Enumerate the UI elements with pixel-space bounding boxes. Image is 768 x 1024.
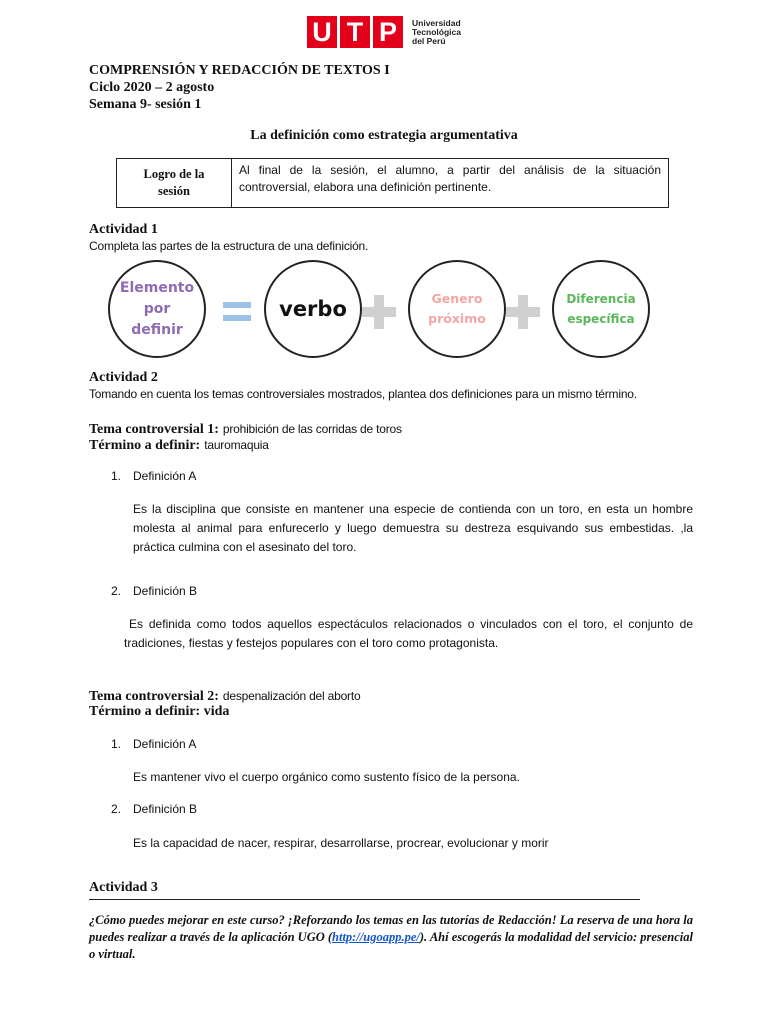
actividad-2-instruction: Tomando en cuenta los temas controversiales mostrados, plantea dos definiciones para un mismo término. bbox=[89, 387, 637, 401]
circle-4-line-2: específica bbox=[567, 312, 635, 326]
tema-1-def-b-item bbox=[111, 584, 197, 598]
footer-note bbox=[89, 912, 693, 963]
tema-1-def-a-title: Definición A bbox=[133, 469, 197, 483]
tema-2-def-a-text: Es mantener vivo el cuerpo orgánico como sustento físico de la persona. bbox=[133, 770, 520, 784]
circle-1-line-2: por bbox=[143, 300, 171, 317]
tema-2-def-a-title: Definición A bbox=[133, 737, 197, 751]
list-number: 1. bbox=[111, 737, 122, 751]
tema-2-def-b-item bbox=[111, 802, 197, 816]
list-number: 2. bbox=[111, 584, 122, 598]
tema-1-value: prohibición de las corridas de toros bbox=[222, 422, 402, 436]
logo-letter-t: T bbox=[340, 16, 370, 48]
cycle-line: Ciclo 2020 – 2 agosto bbox=[89, 80, 215, 95]
logo-letter-p: P bbox=[373, 16, 403, 48]
circle-4-line-1: Diferencia bbox=[566, 292, 636, 306]
tema-2-def-a-item bbox=[111, 737, 196, 751]
tema-2-line bbox=[89, 687, 360, 705]
termino-2-line: Término a definir: vida bbox=[89, 704, 230, 719]
circle-1-line-3: definir bbox=[131, 321, 183, 338]
circle-verbo: verbo bbox=[264, 260, 362, 358]
logro-label-line-1: Logro de la bbox=[143, 167, 205, 181]
logro-text: Al final de la sesión, el alumno, a partir del análisis de la situación controversial, elabora una definición pertinente. bbox=[239, 163, 661, 194]
list-number: 1. bbox=[111, 469, 122, 483]
actividad-3-heading: Actividad 3 bbox=[89, 880, 158, 895]
logo-line-1: Universidad bbox=[412, 17, 461, 28]
circle-diferencia-especifica bbox=[552, 260, 650, 358]
plus-sign-1-v bbox=[374, 295, 384, 329]
circle-genero-proximo bbox=[408, 260, 506, 358]
circle-3-line-2: próximo bbox=[428, 311, 486, 326]
logo-letter-u: U bbox=[307, 16, 337, 48]
actividad-2-heading: Actividad 2 bbox=[89, 370, 158, 385]
tema-1-def-a-text: Es la disciplina que consiste en mantener una especie de contienda con un toro, en esta un hombre molesta al animal para enfurecerlo y luego demuestra su destreza esquivando sus embestidas. ,la práctica culmina con el asesinato del toro. bbox=[133, 502, 693, 554]
equals-sign-top bbox=[223, 302, 251, 308]
tema-1-def-b-title: Definición B bbox=[133, 584, 198, 598]
termino-1-value: tauromaquia bbox=[204, 438, 269, 452]
logo-line-3: del Perú bbox=[412, 35, 446, 46]
actividad-1-instruction: Completa las partes de la estructura de una definición. bbox=[89, 239, 369, 253]
tema-1-def-b-text: Es definida como todos aquellos espectáculos relacionados o vinculados con el toro, el conjunto de tradiciones, fiestas y festejos populares con el toro como protagonista. bbox=[124, 617, 693, 650]
tema-1-def-a-item bbox=[111, 469, 196, 483]
circle-3-line-1: Genero bbox=[431, 291, 483, 306]
footer-text-before: ¿Cómo puedes mejorar en este curso? ¡Reforzando los temas en las tutorías de Redacción! La reserva de una hora la puedes realizar a través de la aplicación UGO ( bbox=[89, 913, 693, 944]
list-number: 2. bbox=[111, 802, 122, 816]
document-title: La definición como estrategia argumentativa bbox=[250, 128, 518, 143]
tema-1-label: Tema controversial 1: bbox=[89, 422, 219, 437]
tema-2-def-b-text: Es la capacidad de nacer, respirar, desarrollarse, procrear, evolucionar y morir bbox=[133, 836, 549, 850]
ugo-app-link[interactable]: http://ugoapp.pe/ bbox=[332, 930, 420, 944]
termino-1-line bbox=[89, 436, 269, 454]
circle-1-line-1: Elemento bbox=[119, 279, 195, 296]
logro-table bbox=[116, 158, 669, 208]
logo-university-name bbox=[412, 19, 461, 46]
termino-1-label: Término a definir: bbox=[89, 438, 201, 453]
footer-text-after: ). Ahí escogerás la modalidad del servicio: presencial o virtual. bbox=[89, 930, 694, 961]
tema-2-def-b-title: Definición B bbox=[133, 802, 198, 816]
equals-sign-bottom bbox=[223, 315, 251, 321]
plus-sign-2-v bbox=[518, 295, 528, 329]
utp-logo bbox=[307, 16, 461, 48]
circle-elemento-por-definir bbox=[108, 260, 206, 358]
tema-2-value: despenalización del aborto bbox=[222, 689, 361, 703]
logro-label bbox=[117, 159, 232, 207]
logro-label-line-2: sesión bbox=[158, 184, 190, 198]
actividad-1-heading: Actividad 1 bbox=[89, 222, 158, 237]
footer-divider bbox=[89, 899, 640, 900]
logo-line-2: Tecnológica bbox=[412, 26, 461, 37]
week-line: Semana 9- sesión 1 bbox=[89, 97, 202, 112]
definition-structure-diagram bbox=[106, 253, 651, 365]
course-title: COMPRENSIÓN Y REDACCIÓN DE TEXTOS I bbox=[89, 63, 390, 78]
tema-2-label: Tema controversial 2: bbox=[89, 689, 219, 704]
